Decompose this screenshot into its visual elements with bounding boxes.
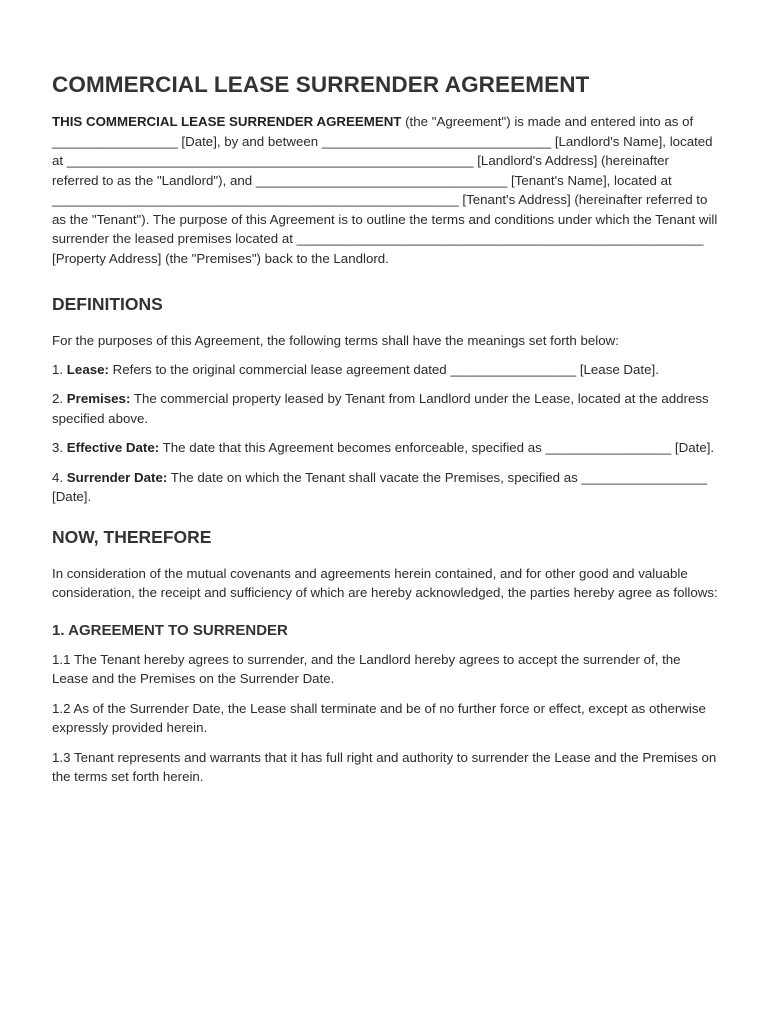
- definition-term: Surrender Date:: [66, 469, 168, 485]
- blank-date: _________________: [52, 133, 178, 149]
- definition-text: The commercial property leased by Tenant from Landlord under the Lease, located at the address specified above.: [52, 391, 709, 426]
- clause-1-2: 1.2 As of the Surrender Date, the Lease shall terminate and be of no further force or effect, except as otherwise expressly provided herein.: [52, 700, 706, 735]
- blank-tenant-name: __________________________________: [255, 172, 508, 188]
- intro-text-2: [Date], by and between: [177, 133, 322, 149]
- now-therefore-paragraph: In consideration of the mutual covenants and agreements herein contained, and for other good and valuable consideration, the receipt and sufficiency of which are hereby acknowledged, the parties hereby agree as follows:: [52, 565, 718, 600]
- blank-landlord-address: _______________________________________________________: [66, 153, 474, 168]
- definition-number: 4.: [52, 469, 67, 485]
- intro-text-6: [Tenant's Address] (hereinafter referred to as the "Tenant"). The purpose of this Agreement is to outline the terms and conditions under which the Tenant will surrender the leased premises located at: [52, 192, 718, 246]
- definition-item-effective-date: [52, 438, 718, 458]
- definition-number: 3.: [52, 440, 67, 455]
- intro-text-7: [Property Address] (the "Premises") back to the Landlord.: [52, 250, 389, 266]
- definition-number: 1.: [52, 361, 67, 377]
- definitions-lead: For the purposes of this Agreement, the following terms shall have the meanings set forth below:: [52, 333, 619, 348]
- definition-blank: _________________: [450, 361, 577, 377]
- intro-paragraph: [52, 112, 718, 268]
- definition-item-premises: [52, 389, 718, 428]
- intro-lead-bold: THIS COMMERCIAL LEASE SURRENDER AGREEMENT: [52, 114, 402, 129]
- blank-landlord-name: _______________________________: [321, 133, 552, 149]
- definition-term: Premises:: [66, 391, 131, 406]
- definition-item-surrender-date: [52, 468, 718, 507]
- intro-text-3: [Landlord's Name], located at: [52, 133, 713, 168]
- definition-text: Refers to the original commercial lease agreement dated: [108, 361, 451, 377]
- blank-tenant-address: _______________________________________________________: [52, 192, 459, 207]
- definition-number: 2.: [52, 391, 67, 406]
- definition-term: Lease:: [66, 361, 109, 377]
- definition-text: The date on which the Tenant shall vacate the Premises, specified as: [167, 469, 582, 485]
- definition-blank: _________________: [581, 469, 708, 485]
- definitions-heading: DEFINITIONS: [52, 294, 163, 314]
- intro-text-5: [Tenant's Name], located at: [507, 172, 672, 188]
- definition-text: The date that this Agreement becomes enforceable, specified as: [159, 440, 546, 455]
- clause-1-1: 1.1 The Tenant hereby agrees to surrender, and the Landlord hereby agrees to accept the surrender of, the Lease and the Premises on the Surrender Date.: [52, 651, 681, 686]
- definition-tail: [Date].: [52, 489, 92, 504]
- clause-1-3: 1.3 Tenant represents and warrants that it has full right and authority to surrender the Lease and the Premises on the terms set forth herein.: [52, 749, 717, 784]
- section-1-heading: 1. AGREEMENT TO SURRENDER: [52, 621, 288, 639]
- intro-text-4: [Landlord's Address] (hereinafter referred to as the "Landlord"), and: [52, 153, 669, 188]
- intro-text-1: (the "Agreement") is made and entered into as of: [401, 114, 694, 129]
- document-title: COMMERCIAL LEASE SURRENDER AGREEMENT: [52, 72, 590, 97]
- definition-item-lease: [52, 360, 718, 380]
- definition-tail: [Lease Date].: [576, 361, 659, 377]
- definition-term: Effective Date:: [66, 440, 160, 455]
- now-therefore-heading: NOW, THEREFORE: [52, 526, 212, 547]
- blank-property-address: _______________________________________________________: [296, 231, 704, 246]
- definition-tail: [Date].: [671, 440, 715, 455]
- definition-blank: _________________: [545, 440, 672, 455]
